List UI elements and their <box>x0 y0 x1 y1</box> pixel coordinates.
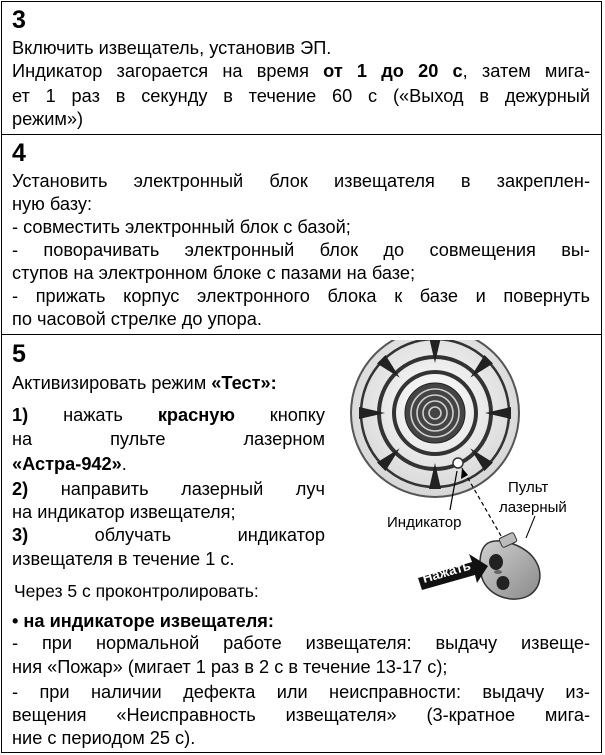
step-text: ния «Пожар» (мигает 1 раз в 2 с в течение 13-17 с); <box>12 657 448 677</box>
step-text: - при наличии дефекта или неисправности: выдачу из- <box>12 682 590 702</box>
remote-label-line1: Пульт <box>508 479 549 496</box>
remote-button[interactable] <box>497 576 510 590</box>
step-text: «Астра-942». <box>12 454 127 474</box>
indicator-led <box>453 458 463 468</box>
check-text: Через 5 с проконтролировать: <box>14 581 259 601</box>
step-item: 2) направить лазерный луч <box>12 479 325 499</box>
step-text: на индикатор извещателя; <box>12 502 236 522</box>
step-item: 1) нажать красную кнопку <box>12 405 326 425</box>
step-text: вещения «Неисправность извещателя» (3-кратное мига- <box>12 705 590 725</box>
step-text: на пульте лазерном <box>12 429 325 449</box>
remote-red-button[interactable] <box>489 554 503 570</box>
step-text: - прижать корпус электронного блока к базе и повернуть <box>12 286 590 306</box>
press-arrow <box>418 554 488 590</box>
step-text: - совместить электронный блок с базой; <box>12 217 351 237</box>
step-text: Активизировать режим «Тест»: <box>12 373 277 393</box>
step-text: Установить электронный блок извещателя в закреплен- <box>12 171 590 191</box>
step-text: по часовой стрелке до упора. <box>12 309 262 329</box>
step-number: 4 <box>12 139 26 167</box>
step-text: Включить извещатель, установив ЭП. <box>12 38 332 58</box>
step-text: ступов на электронном блоке с пазами на базе; <box>12 263 416 283</box>
step-number: 5 <box>12 340 26 368</box>
bullet-heading: • на индикаторе извещателя: <box>12 611 274 631</box>
step-text: ет 1 раз в секунду в течение 60 с («Выход в дежурный <box>12 86 590 106</box>
detector-illustration <box>330 340 602 610</box>
step-text: режим») <box>12 109 84 129</box>
step-text: - при нормальной работе извещателя: выдачу извеще- <box>12 633 590 653</box>
step-text: извещателя в течение 1 с. <box>12 549 235 569</box>
laser-remote <box>480 532 540 599</box>
step-text: Индикатор загорается на время от 1 до 20 с, затем мига- <box>12 61 591 81</box>
step-text: ние с периодом 25 с). <box>12 728 196 748</box>
step-text: - поворачивать электронный блок до совмещения вы- <box>12 240 590 260</box>
step-text: ную базу: <box>12 194 93 214</box>
section-divider <box>1 334 602 335</box>
remote-label-line2: лазерный <box>499 499 567 516</box>
step-number: 3 <box>12 6 26 34</box>
section-divider <box>1 134 602 135</box>
indicator-label: Индикатор <box>387 514 462 531</box>
detector-body <box>351 340 519 497</box>
step-item: 3) облучать индикатор <box>12 525 325 545</box>
press-label: Нажать <box>420 557 473 586</box>
